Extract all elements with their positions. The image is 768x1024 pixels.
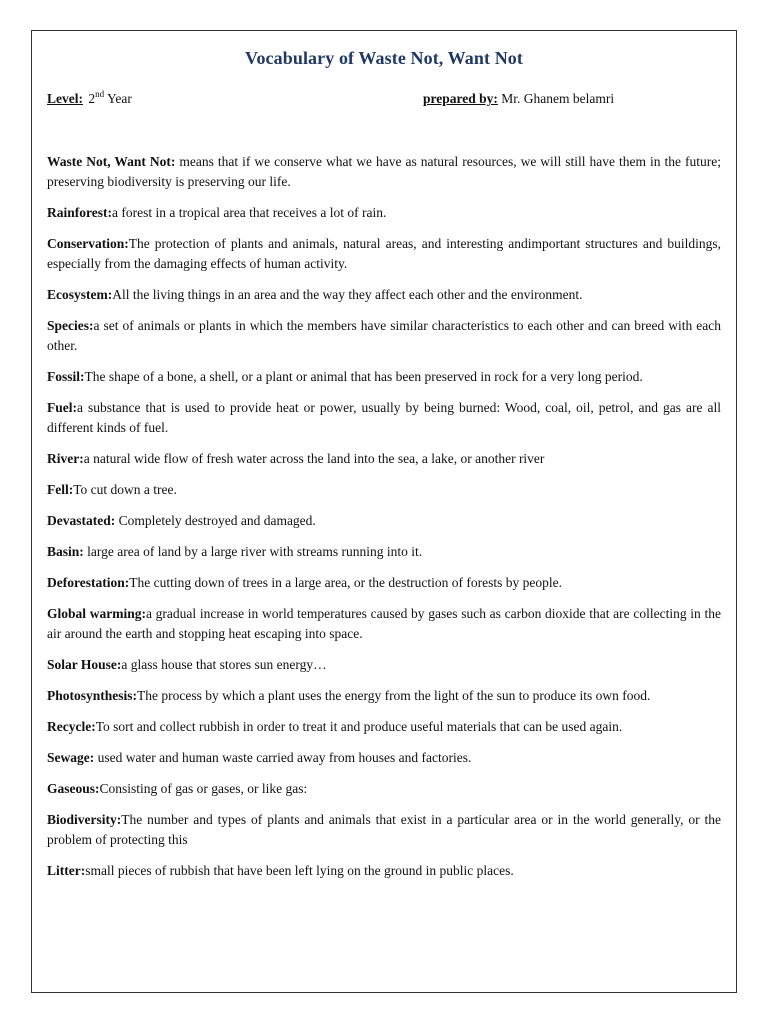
vocab-entry xyxy=(47,779,721,799)
meta-row xyxy=(47,91,721,111)
vocab-definition: All the living things in an area and the way they affect each other and the environment. xyxy=(112,287,583,302)
vocab-entry xyxy=(47,511,721,531)
vocab-definition: The shape of a bone, a shell, or a plant or animal that has been preserved in rock for a very long period. xyxy=(84,369,643,384)
vocab-term: Species: xyxy=(47,318,94,333)
vocab-entry xyxy=(47,542,721,562)
vocab-definition: used water and human waste carried away from houses and factories. xyxy=(94,750,472,765)
vocab-definition: Completely destroyed and damaged. xyxy=(115,513,316,528)
vocab-term: Waste Not, Want Not: xyxy=(47,154,176,169)
vocab-entry xyxy=(47,285,721,305)
vocab-entry xyxy=(47,449,721,469)
vocab-term: Global warming: xyxy=(47,606,146,621)
vocabulary-list xyxy=(47,152,721,892)
vocab-entry xyxy=(47,480,721,500)
vocab-definition: large area of land by a large river with streams running into it. xyxy=(83,544,423,559)
vocab-entry xyxy=(47,573,721,593)
level-info xyxy=(47,91,132,107)
vocab-term: Deforestation: xyxy=(47,575,130,590)
vocab-term: River: xyxy=(47,451,84,466)
vocab-definition: To sort and collect rubbish in order to treat it and produce useful materials that can be used again. xyxy=(95,719,623,734)
vocab-entry xyxy=(47,398,721,438)
vocab-term: Rainforest: xyxy=(47,205,112,220)
vocab-entry xyxy=(47,316,721,356)
vocab-term: Biodiversity: xyxy=(47,812,122,827)
vocab-entry xyxy=(47,367,721,387)
level-number: 2 xyxy=(88,91,96,106)
vocab-term: Ecosystem: xyxy=(47,287,113,302)
vocab-entry xyxy=(47,234,721,274)
vocab-definition: small pieces of rubbish that have been left lying on the ground in public places. xyxy=(85,863,514,878)
vocab-definition: Consisting of gas or gases, or like gas: xyxy=(99,781,308,796)
vocab-term: Fuel: xyxy=(47,400,77,415)
vocab-entry xyxy=(47,203,721,223)
vocab-term: Sewage: xyxy=(47,750,95,765)
vocab-term: Basin: xyxy=(47,544,84,559)
vocab-term: Fell: xyxy=(47,482,74,497)
vocab-entry xyxy=(47,717,721,737)
vocab-term: Recycle: xyxy=(47,719,96,734)
level-suffix: nd xyxy=(95,89,105,99)
vocab-definition: To cut down a tree. xyxy=(73,482,177,497)
vocab-term: Devastated: xyxy=(47,513,116,528)
vocab-definition: a natural wide flow of fresh water across the land into the sea, a lake, or another river xyxy=(83,451,545,466)
level-label: Level: xyxy=(47,91,83,106)
vocab-term: Photosynthesis: xyxy=(47,688,138,703)
prepared-value: Mr. Ghanem belamri xyxy=(501,91,615,106)
vocab-term: Solar House: xyxy=(47,657,122,672)
vocab-entry xyxy=(47,686,721,706)
document-title: Vocabulary of Waste Not, Want Not xyxy=(245,48,523,68)
vocab-definition: a forest in a tropical area that receives a lot of rain. xyxy=(112,205,387,220)
vocab-term: Fossil: xyxy=(47,369,85,384)
level-rest: Year xyxy=(107,91,132,106)
vocab-definition: The process by which a plant uses the energy from the light of the sun to produce its own food. xyxy=(137,688,651,703)
vocab-definition: The number and types of plants and animals that exist in a particular area or in the world generally, or the problem of protecting this xyxy=(47,812,721,847)
vocab-definition: a substance that is used to provide heat or power, usually by being burned: Wood, coal, oil, petrol, and gas are all different kinds of fuel. xyxy=(47,400,721,435)
vocab-entry xyxy=(47,748,721,768)
vocab-entry xyxy=(47,152,721,192)
vocab-term: Litter: xyxy=(47,863,86,878)
vocab-definition: The protection of plants and animals, natural areas, and interesting andimportant structures and buildings, especially from the damaging effects of human activity. xyxy=(47,236,721,271)
vocab-definition: The cutting down of trees in a large area, or the destruction of forests by people. xyxy=(129,575,562,590)
vocab-term: Gaseous: xyxy=(47,781,100,796)
vocab-definition: a set of animals or plants in which the members have similar characteristics to each other and can breed with each other. xyxy=(47,318,721,353)
vocab-definition: a gradual increase in world temperatures caused by gases such as carbon dioxide that are collecting in the air around the earth and stopping heat escaping into space. xyxy=(47,606,721,641)
vocab-entry xyxy=(47,861,721,881)
prepared-label: prepared by: xyxy=(423,91,498,106)
vocab-entry xyxy=(47,810,721,850)
vocab-entry xyxy=(47,604,721,644)
vocab-definition: means that if we conserve what we have as natural resources, we will still have them in the future; preserving biodiversity is preserving our life. xyxy=(47,154,721,189)
vocab-definition: a glass house that stores sun energy… xyxy=(121,657,327,672)
vocab-entry xyxy=(47,655,721,675)
prepared-by-info xyxy=(423,91,614,107)
vocab-term: Conservation: xyxy=(47,236,129,251)
